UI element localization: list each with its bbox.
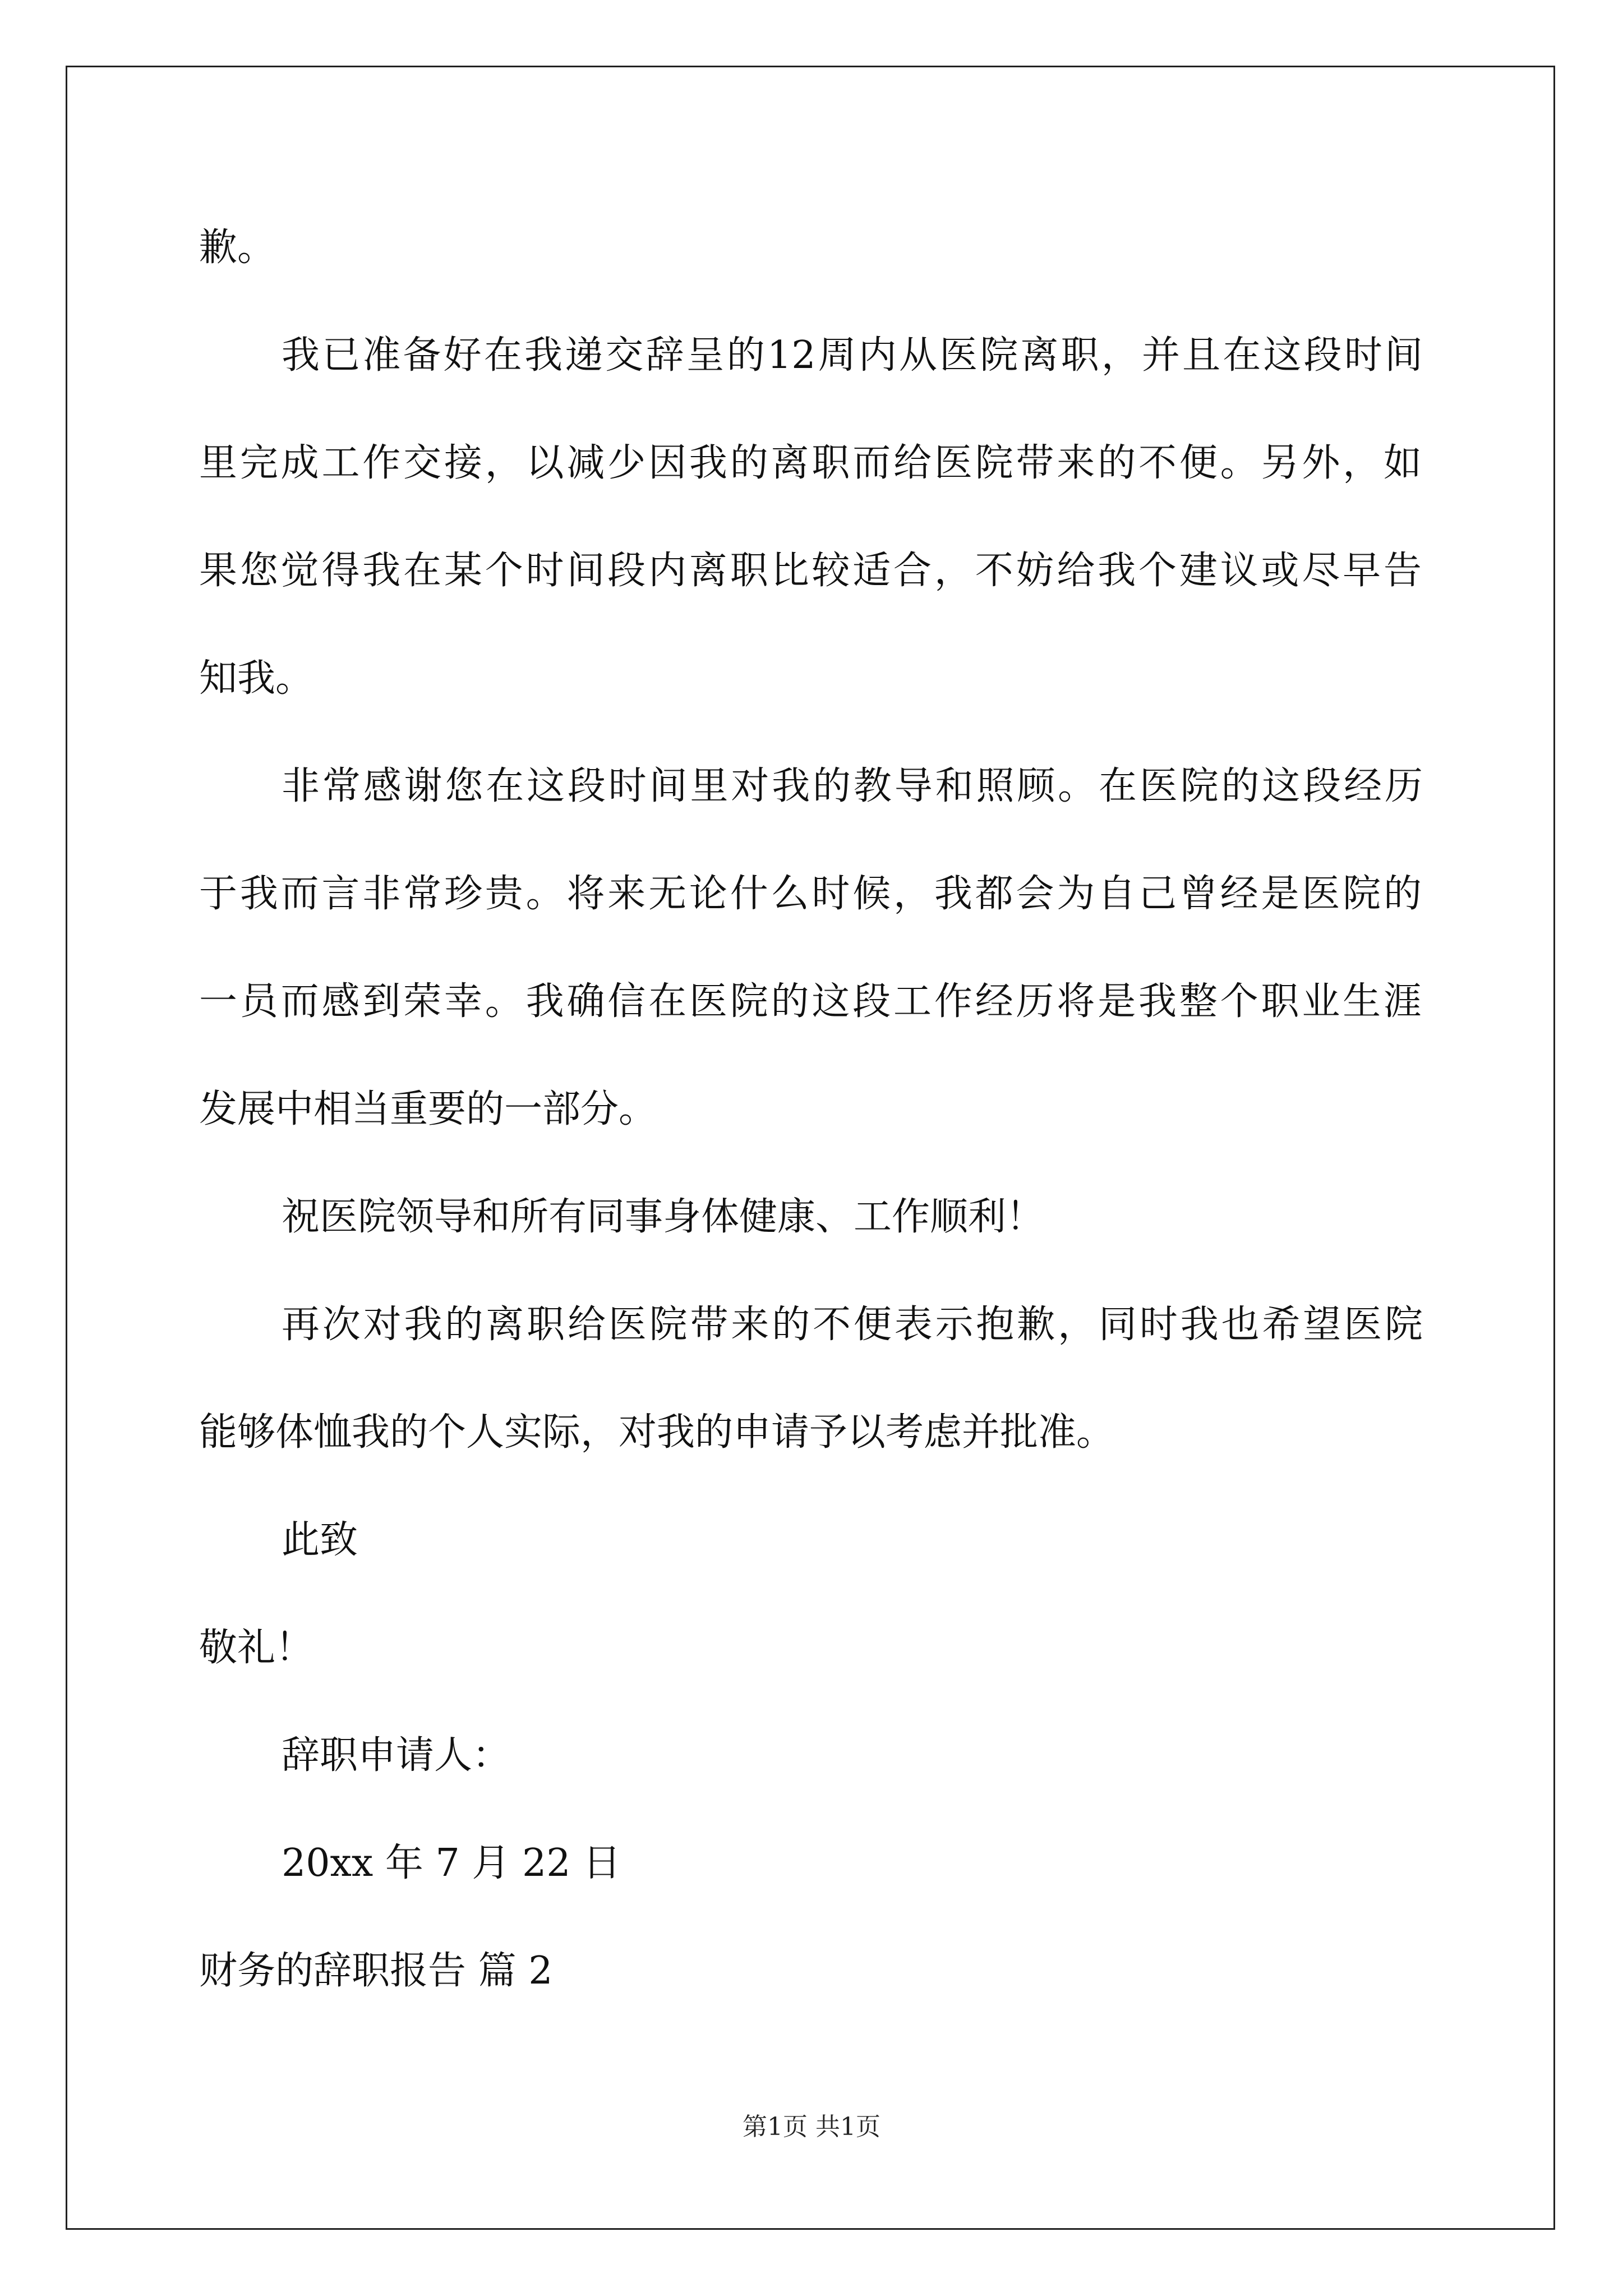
text-line-11: 再次对我的离职给医院带来的不便表示抱歉，同时我也希望医院 bbox=[282, 1303, 1423, 1347]
text-line-10: 祝医院领导和所有同事身体健康、工作顺利！ bbox=[282, 1195, 1045, 1239]
text-line-5: 知我。 bbox=[199, 656, 314, 701]
text-line-4: 果您觉得我在某个时间段内离职比较适合，不妨给我个建议或尽早告 bbox=[199, 549, 1422, 593]
text-line-1: 歉。 bbox=[199, 226, 276, 270]
text-line-7: 于我而言非常珍贵。将来无论什么时候，我都会为自己曾经是医院的 bbox=[199, 872, 1422, 916]
text-line-3: 里完成工作交接，以减少因我的离职而给医院带来的不便。另外，如 bbox=[199, 441, 1422, 485]
text-line-17: 财务的辞职报告 篇 2 bbox=[199, 1949, 553, 1993]
text-line-12: 能够体恤我的个人实际，对我的申请予以考虑并批准。 bbox=[199, 1410, 1115, 1455]
text-line-15: 辞职申请人： bbox=[282, 1733, 511, 1778]
text-line-13: 此致 bbox=[282, 1518, 358, 1562]
page-border bbox=[66, 66, 1555, 2230]
page-footer: 第1页 共1页 bbox=[743, 2113, 880, 2141]
text-line-14: 敬礼！ bbox=[199, 1626, 314, 1670]
text-line-8: 一员而感到荣幸。我确信在医院的这段工作经历将是我整个职业生涯 bbox=[199, 979, 1422, 1024]
text-line-2: 我已准备好在我递交辞呈的12周内从医院离职，并且在这段时间 bbox=[282, 333, 1423, 378]
text-line-6: 非常感谢您在这段时间里对我的教导和照顾。在医院的这段经历 bbox=[282, 764, 1423, 808]
text-line-16: 20xx 年 7 月 22 日 bbox=[282, 1841, 621, 1885]
text-line-9: 发展中相当重要的一部分。 bbox=[199, 1087, 657, 1131]
